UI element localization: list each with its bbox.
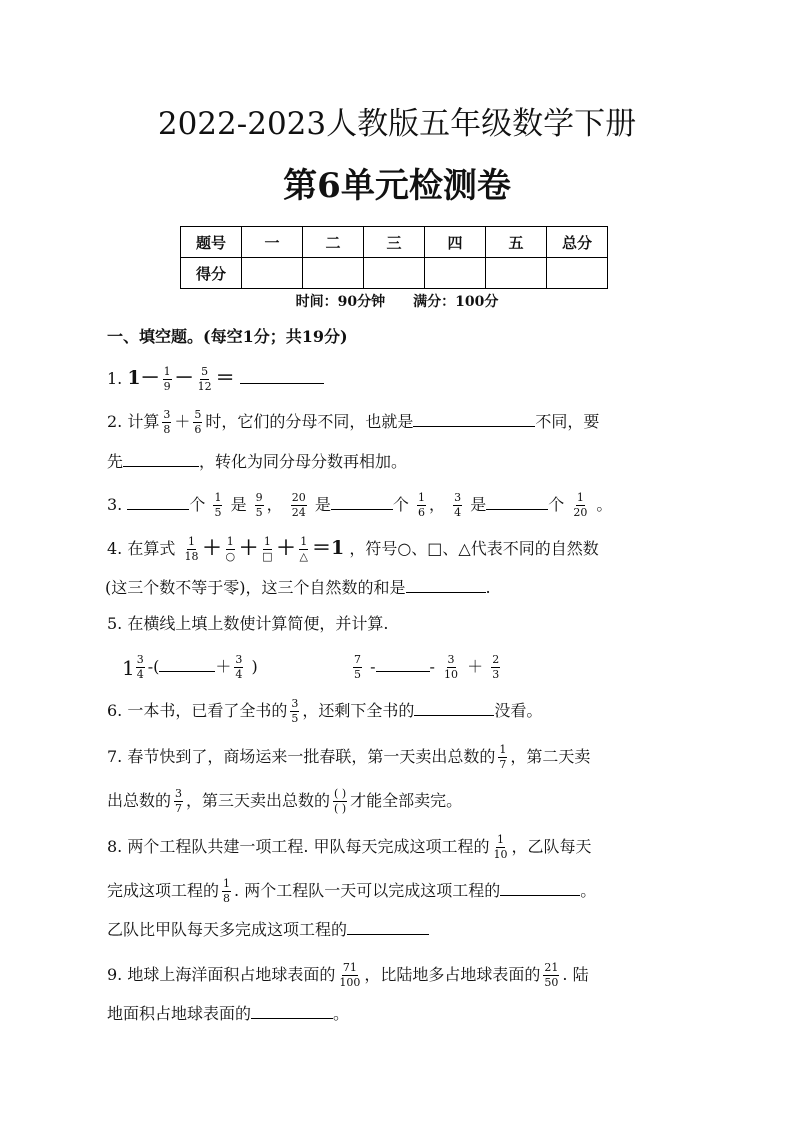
question-text: ，比陆地多占地球表面的 xyxy=(364,965,541,984)
operator: ＋ xyxy=(202,537,222,559)
fraction: $\frac{1}{□}$ xyxy=(262,535,273,563)
question-text: 出总数的 xyxy=(107,791,172,810)
expression-text: - xyxy=(429,657,435,676)
fraction: $\frac{3}{7}$ xyxy=(175,787,183,815)
operator: ＝ xyxy=(215,367,235,389)
question-number: 7. xyxy=(107,747,123,766)
score-table-header-cell: 二 xyxy=(303,227,364,258)
answer-blank[interactable] xyxy=(413,425,535,427)
operator: ＋ xyxy=(215,657,232,676)
fraction: $\frac{1}{○}$ xyxy=(225,535,236,563)
question-text: 才能全部卖完。 xyxy=(350,791,463,810)
score-cell[interactable] xyxy=(547,258,608,289)
question-text: 个 xyxy=(548,495,565,514)
score-cell[interactable] xyxy=(303,258,364,289)
fraction: $\frac{5}{12}$ xyxy=(197,365,212,393)
expression-text: ) xyxy=(251,657,258,676)
answer-blank[interactable] xyxy=(331,508,393,510)
question-number: 8. xyxy=(107,837,123,856)
question-1 xyxy=(107,366,324,393)
question-text: 个 xyxy=(392,495,409,514)
expression-text: - xyxy=(370,657,376,676)
operator: － xyxy=(174,367,194,389)
question-2-line-2 xyxy=(107,452,407,472)
question-8 xyxy=(107,834,592,861)
question-4 xyxy=(107,536,599,563)
score-table-header-cell: 四 xyxy=(425,227,486,258)
question-text: 个 xyxy=(189,495,206,514)
fraction: $\frac{1}{20}$ xyxy=(573,491,588,519)
question-text: 一本书，已看了全书的 xyxy=(127,701,288,720)
operator: ＋ xyxy=(276,537,296,559)
question-text: (这三个数不等于零)，这三个自然数的和是 xyxy=(105,578,406,597)
question-4-line-2 xyxy=(105,578,491,598)
question-text: 计算 xyxy=(127,412,160,431)
question-text: 在算式 xyxy=(127,539,176,558)
fraction: $\frac{71}{100}$ xyxy=(339,961,361,989)
fraction: $\frac{3}{5}$ xyxy=(291,697,299,725)
fraction: $\frac{1}{18}$ xyxy=(184,535,199,563)
exam-info: 时间：90分钟 满分：100分 xyxy=(295,294,499,310)
score-table-header-cell: 五 xyxy=(486,227,547,258)
question-8-line-3 xyxy=(107,920,429,940)
fraction: $\frac{1}{\triangle}$ xyxy=(299,535,308,563)
question-5 xyxy=(107,614,388,634)
document-subtitle: 第6单元检测卷 xyxy=(283,166,511,206)
question-text: 完成这项工程的 xyxy=(107,881,220,900)
question-text: 地球上海洋面积占地球表面的 xyxy=(127,965,336,984)
question-text: 在横线上填上数使计算简便，并计算. xyxy=(127,614,389,633)
section-heading: 一、填空题。(每空1分；共19分) xyxy=(107,327,348,346)
question-5-expression-a xyxy=(122,654,258,681)
score-table-header-cell: 总分 xyxy=(547,227,608,258)
question-7 xyxy=(107,744,590,771)
question-text: 没看。 xyxy=(494,701,543,720)
score-table xyxy=(180,226,608,289)
question-number: 1. xyxy=(107,369,123,388)
question-text: 。 xyxy=(580,881,597,900)
fraction: $\frac{1}{9}$ xyxy=(163,365,171,393)
operator: ＋ xyxy=(239,537,259,559)
question-9-line-2 xyxy=(107,1004,349,1024)
question-text: 春节快到了，商场运来一批春联，第一天卖出总数的 xyxy=(127,747,496,766)
operator: ＋ xyxy=(467,657,484,676)
fraction: $\frac{1}{8}$ xyxy=(223,877,231,905)
fraction: $\frac{9}{5}$ xyxy=(255,491,263,519)
question-number: 9. xyxy=(107,965,123,984)
question-text: 两个工程队共建一项工程. 甲队每天完成这项工程的 xyxy=(127,837,490,856)
question-text: 是 xyxy=(230,495,247,514)
question-number: 2. xyxy=(107,412,123,431)
question-number: 3. xyxy=(107,495,123,514)
question-text: . xyxy=(485,578,491,597)
question-text: 不同，要 xyxy=(535,412,600,431)
question-text: ，乙队每天 xyxy=(511,837,592,856)
answer-blank[interactable] xyxy=(127,508,189,510)
question-text: 是 xyxy=(314,495,331,514)
answer-blank[interactable] xyxy=(406,591,486,593)
score-table-header-cell: 三 xyxy=(364,227,425,258)
question-text: 。 xyxy=(333,1004,350,1023)
answer-blank[interactable] xyxy=(240,382,324,384)
mixed-number: 1 $\frac{3}{4}$ xyxy=(122,653,144,681)
fraction: $\frac{1}{6}$ xyxy=(418,491,425,519)
question-text: ， xyxy=(429,495,446,514)
question-text: . 两个工程队一天可以完成这项工程的 xyxy=(234,881,501,900)
question-text: 地面积占地球表面的 xyxy=(107,1004,252,1023)
fraction: $\frac{3}{10}$ xyxy=(444,653,458,681)
question-text: ，符号○、□、△代表不同的自然数 xyxy=(349,539,599,558)
question-text: ，转化为同分母分数再相加。 xyxy=(199,452,408,471)
fraction: $\frac{3}{8}$ xyxy=(163,408,171,436)
operator: ＋ xyxy=(174,412,191,431)
score-table-header-cell: 一 xyxy=(242,227,303,258)
question-8-line-2 xyxy=(107,878,596,905)
fraction: $\frac{21}{50}$ xyxy=(544,961,559,989)
question-text: . 陆 xyxy=(562,965,589,984)
fraction: $\frac{3}{4}$ xyxy=(235,653,243,681)
question-text: ，第三天卖出总数的 xyxy=(186,791,331,810)
question-2 xyxy=(107,409,599,436)
operator: ＝1 xyxy=(312,537,345,559)
answer-blank[interactable] xyxy=(251,1017,333,1019)
answer-blank[interactable] xyxy=(347,933,429,935)
fraction-blank[interactable]: $\frac{( )}{( )}$ xyxy=(334,787,347,815)
answer-blank[interactable] xyxy=(376,670,430,672)
fraction: $\frac{7}{5}$ xyxy=(354,653,361,681)
score-table-header-row xyxy=(181,227,608,258)
fraction: $\frac{1}{7}$ xyxy=(499,743,507,771)
answer-blank[interactable] xyxy=(486,508,548,510)
fraction: $\frac{2}{3}$ xyxy=(492,653,500,681)
document-title: 2022-2023人教版五年级数学下册 xyxy=(157,106,637,142)
question-number: 4. xyxy=(107,539,123,558)
question-6 xyxy=(107,698,542,725)
expression-text: -( xyxy=(147,657,160,676)
question-7-line-2 xyxy=(107,788,462,815)
score-table-row-label: 得分 xyxy=(181,258,242,289)
question-text: 先 xyxy=(107,452,124,471)
question-text: 时，它们的分母不同，也就是 xyxy=(205,412,414,431)
fraction: $\frac{5}{6}$ xyxy=(194,408,202,436)
fraction: $\frac{1}{5}$ xyxy=(214,491,222,519)
score-cell[interactable] xyxy=(486,258,547,289)
score-table-score-row xyxy=(181,258,608,289)
question-text: 。 xyxy=(596,495,613,514)
fraction: $\frac{20}{24}$ xyxy=(291,491,306,519)
question-text: ， xyxy=(266,495,283,514)
fraction: $\frac{3}{4}$ xyxy=(454,491,462,519)
answer-blank[interactable] xyxy=(159,670,215,672)
question-number: 6. xyxy=(107,701,123,720)
score-cell[interactable] xyxy=(425,258,486,289)
expression-text: 1－ xyxy=(127,367,160,389)
score-table-header-cell: 题号 xyxy=(181,227,242,258)
question-number: 5. xyxy=(107,614,123,633)
score-cell[interactable] xyxy=(364,258,425,289)
question-text: ，第二天卖 xyxy=(510,747,591,766)
score-cell[interactable] xyxy=(242,258,303,289)
fraction: $\frac{1}{10}$ xyxy=(493,833,508,861)
answer-blank[interactable] xyxy=(414,714,494,716)
question-9 xyxy=(107,962,589,989)
question-text: 是 xyxy=(470,495,487,514)
question-5-expression-b xyxy=(350,654,503,681)
question-text: ，还剩下全书的 xyxy=(302,701,415,720)
answer-blank[interactable] xyxy=(500,894,580,896)
question-text: 乙队比甲队每天多完成这项工程的 xyxy=(107,920,348,939)
question-3 xyxy=(107,492,612,519)
answer-blank[interactable] xyxy=(123,465,199,467)
